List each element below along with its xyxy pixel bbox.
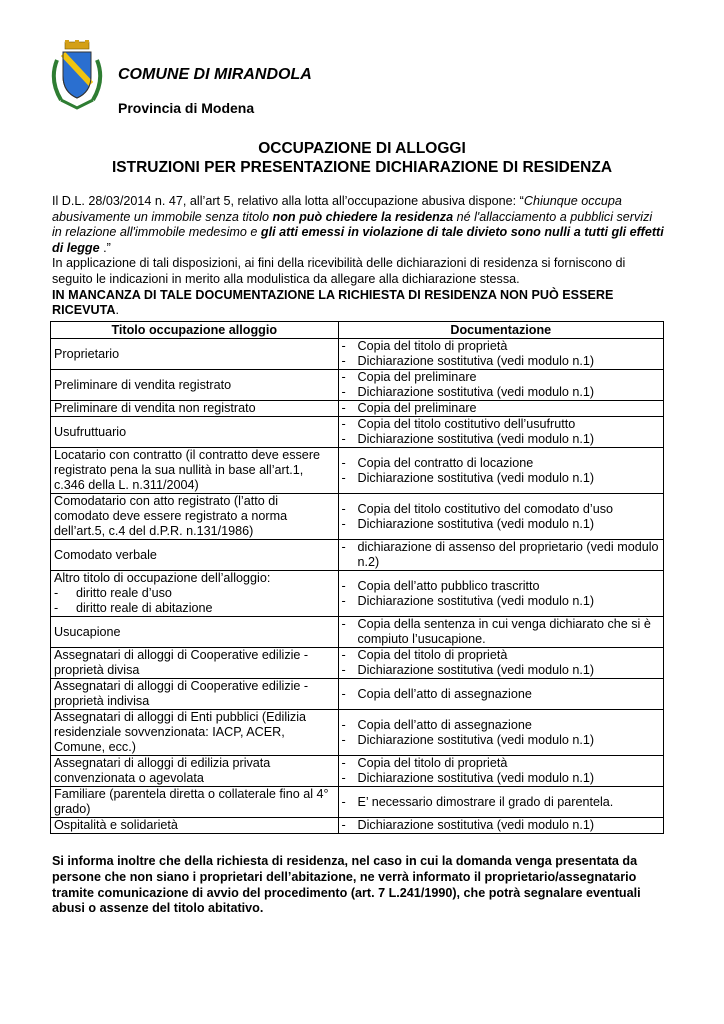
dash-bullet: - bbox=[54, 601, 59, 615]
intro-paragraph-law bbox=[52, 194, 664, 256]
list-item bbox=[342, 687, 660, 702]
document-item: Dichiarazione sostitutiva (vedi modulo n.1) bbox=[357, 432, 595, 446]
document-item: Dichiarazione sostitutiva (vedi modulo n.1) bbox=[357, 663, 595, 677]
documentation-cell bbox=[338, 370, 663, 401]
list-item bbox=[342, 354, 660, 369]
intro-paragraph-instructions: In applicazione di tali disposizioni, ai fini della ricevibilità delle dichiarazioni di residenza si forniscono di seguito le indicazioni in merito alla modulistica da allegare alla dichiarazione stessa. bbox=[52, 256, 626, 286]
table-row bbox=[51, 648, 664, 679]
occupation-title: Proprietario bbox=[54, 346, 120, 361]
documentation-cell bbox=[338, 617, 663, 648]
documentation-list bbox=[342, 456, 660, 486]
documentation-list bbox=[342, 417, 660, 447]
document-item: Dichiarazione sostitutiva (vedi modulo n.1) bbox=[357, 818, 595, 832]
dash-bullet: - bbox=[341, 354, 346, 368]
documentation-list bbox=[342, 370, 660, 400]
list-item bbox=[342, 456, 660, 471]
document-item: Copia dell’atto di assegnazione bbox=[357, 686, 532, 701]
document-item: Copia del titolo costitutivo del comodato d’uso bbox=[357, 501, 614, 516]
table-row bbox=[51, 417, 664, 448]
document-item: Copia dell’atto pubblico trascritto bbox=[357, 578, 540, 593]
province-name: Provincia di Modena bbox=[118, 100, 255, 116]
occupation-title: Preliminare di vendita registrato bbox=[54, 377, 232, 392]
list-item bbox=[342, 617, 660, 647]
document-item: Dichiarazione sostitutiva (vedi modulo n.1) bbox=[357, 516, 595, 531]
occupation-title: Comodatario con atto registrato (l’atto di comodato deve essere registrato a norma dell’art.5, c.4 del d.P.R. n.131/1986) bbox=[54, 494, 288, 538]
warning-text: IN MANCANZA DI TALE DOCUMENTAZIONE LA RICHIESTA DI RESIDENZA NON PUÒ ESSERE RICEVUTA bbox=[52, 287, 614, 318]
list-item bbox=[342, 756, 660, 771]
document-item: Copia del titolo di proprietà bbox=[357, 648, 508, 662]
document-item: Copia del titolo di proprietà bbox=[357, 756, 508, 770]
dash-bullet: - bbox=[341, 417, 346, 431]
documentation-list bbox=[342, 795, 660, 810]
occupation-title: Altro titolo di occupazione dell’alloggio: bbox=[54, 571, 271, 585]
list-item bbox=[342, 795, 660, 810]
occupation-title: Usucapione bbox=[54, 624, 121, 639]
occupation-title: Preliminare di vendita non registrato bbox=[54, 401, 256, 415]
list-item bbox=[342, 818, 660, 833]
document-subtitle: ISTRUZIONI PER PRESENTAZIONE DICHIARAZIONE DI RESIDENZA bbox=[111, 159, 613, 176]
list-item bbox=[342, 417, 660, 432]
law-quote-emphasis: non può chiedere la residenza bbox=[272, 209, 454, 224]
column-header-title: Titolo occupazione alloggio bbox=[51, 322, 339, 339]
occupation-title-cell bbox=[51, 679, 339, 710]
occupation-title: Familiare (parentela diretta o collaterale fino al 4° grado) bbox=[54, 787, 329, 816]
intro-paragraph-warning bbox=[52, 288, 664, 319]
document-item: Copia del titolo costitutivo dell’usufrutto bbox=[357, 417, 576, 431]
table-row bbox=[51, 370, 664, 401]
dash-bullet: - bbox=[341, 818, 346, 832]
table-row bbox=[51, 571, 664, 617]
occupation-title-cell bbox=[51, 448, 339, 494]
documentation-list bbox=[342, 401, 660, 416]
table-row bbox=[51, 540, 664, 571]
law-quote-part: Chiunque occupa abusivamente un immobile senza titolo bbox=[52, 194, 622, 224]
occupation-title: Assegnatari di alloggi di Enti pubblici (Edilizia residenziale sovvenzionata: IACP, ACER, Comune, ecc.) bbox=[54, 710, 307, 754]
occupation-title: Locatario con contratto (il contratto deve essere registrato pena la sua nullità in base all’art.1, c.346 della L. n.311/2004) bbox=[54, 448, 321, 492]
dash-bullet: - bbox=[341, 385, 346, 399]
list-item bbox=[54, 586, 335, 601]
occupation-title: Usufruttuario bbox=[54, 424, 127, 439]
occupation-title-cell bbox=[51, 617, 339, 648]
document-item: Dichiarazione sostitutiva (vedi modulo n.1) bbox=[357, 732, 595, 747]
documentation-list bbox=[342, 617, 660, 647]
list-item bbox=[342, 432, 660, 447]
dash-bullet: - bbox=[341, 455, 346, 470]
documentation-cell bbox=[338, 494, 663, 540]
dash-bullet: - bbox=[341, 732, 346, 747]
documentation-list bbox=[342, 339, 660, 369]
list-item bbox=[342, 540, 660, 570]
occupation-title-cell bbox=[51, 494, 339, 540]
documentation-list bbox=[342, 756, 660, 786]
warning-end: . bbox=[115, 303, 119, 318]
documentation-cell bbox=[338, 417, 663, 448]
dash-bullet: - bbox=[341, 540, 346, 554]
document-item: Dichiarazione sostitutiva (vedi modulo n.1) bbox=[357, 771, 595, 785]
table-row bbox=[51, 494, 664, 540]
dash-bullet: - bbox=[341, 470, 346, 485]
table-row bbox=[51, 617, 664, 648]
coat-of-arms-icon bbox=[47, 40, 107, 112]
occupation-title-cell bbox=[51, 787, 339, 818]
list-item bbox=[54, 601, 335, 616]
law-quote-emphasis: gli atti emessi in violazione di tale divieto sono nulli a tutti gli effetti di legge bbox=[52, 225, 664, 255]
occupation-title-cell bbox=[51, 571, 339, 617]
list-item bbox=[342, 594, 660, 609]
table-row bbox=[51, 679, 664, 710]
documentation-cell bbox=[338, 339, 663, 370]
dash-bullet: - bbox=[341, 663, 346, 677]
law-quote-part: né l'allacciamento a pubblici servizi in relazione all'immobile medesimo e bbox=[52, 209, 653, 240]
documentation-cell bbox=[338, 710, 663, 756]
documentation-cell bbox=[338, 401, 663, 417]
dash-bullet: - bbox=[341, 578, 346, 593]
occupation-title: Assegnatari di alloggi di edilizia privata convenzionata o agevolata bbox=[54, 756, 271, 785]
documentation-list bbox=[342, 718, 660, 748]
column-header-docs: Documentazione bbox=[338, 322, 663, 339]
occupation-title-cell bbox=[51, 417, 339, 448]
table-header-row bbox=[51, 322, 664, 339]
document-item: Dichiarazione sostitutiva (vedi modulo n.1) bbox=[357, 385, 595, 399]
occupation-title-cell bbox=[51, 818, 339, 834]
documentation-cell bbox=[338, 679, 663, 710]
table-body bbox=[51, 339, 664, 834]
subitem-text: diritto reale d’uso bbox=[76, 586, 172, 600]
documentation-cell bbox=[338, 756, 663, 787]
documentation-cell bbox=[338, 540, 663, 571]
dash-bullet: - bbox=[341, 401, 346, 415]
footer-notice: Si informa inoltre che della richiesta di residenza, nel caso in cui la domanda venga presentata da persone che non siano i proprietari dell’abitazione, ne verrà informato il proprietario/assegnatario tramite comunicazione di avvio del procedimento (art. 7 L.241/1990), che potrà segnalare eventuali abusi o assenze del titolo abitativo. bbox=[52, 854, 641, 916]
document-item: Dichiarazione sostitutiva (vedi modulo n.1) bbox=[357, 470, 595, 485]
dash-bullet: - bbox=[341, 370, 346, 384]
document-item: Copia dell’atto di assegnazione bbox=[357, 717, 532, 732]
documentation-cell bbox=[338, 448, 663, 494]
dash-bullet: - bbox=[341, 648, 346, 662]
documentation-list bbox=[342, 648, 660, 678]
occupation-title: Assegnatari di alloggi di Cooperative edilizie - proprietà divisa bbox=[54, 648, 309, 677]
table-row bbox=[51, 448, 664, 494]
list-item bbox=[342, 517, 660, 532]
list-item bbox=[342, 663, 660, 678]
document-item: Dichiarazione sostitutiva (vedi modulo n.1) bbox=[357, 354, 595, 368]
table-row bbox=[51, 787, 664, 818]
document-item: Copia della sentenza in cui venga dichiarato che si è compiuto l’usucapione. bbox=[357, 617, 651, 646]
list-item bbox=[342, 401, 660, 416]
list-item bbox=[342, 471, 660, 486]
list-item bbox=[342, 718, 660, 733]
occupation-title-cell bbox=[51, 756, 339, 787]
dash-bullet: - bbox=[341, 686, 346, 701]
documentation-cell bbox=[338, 787, 663, 818]
dash-bullet: - bbox=[341, 717, 346, 732]
documentation-list bbox=[342, 579, 660, 609]
list-item bbox=[342, 733, 660, 748]
dash-bullet: - bbox=[341, 516, 346, 531]
dash-bullet: - bbox=[341, 501, 346, 516]
list-item bbox=[342, 502, 660, 517]
list-item bbox=[342, 370, 660, 385]
table-row bbox=[51, 756, 664, 787]
dash-bullet: - bbox=[341, 593, 346, 608]
documentation-list bbox=[342, 818, 660, 833]
table-row bbox=[51, 401, 664, 417]
occupation-title-cell bbox=[51, 710, 339, 756]
documentation-list bbox=[342, 687, 660, 702]
occupation-title-cell bbox=[51, 401, 339, 417]
documentation-table bbox=[50, 321, 664, 834]
documentation-cell bbox=[338, 571, 663, 617]
subitem-text: diritto reale di abitazione bbox=[76, 601, 213, 615]
documentation-cell bbox=[338, 648, 663, 679]
list-item bbox=[342, 771, 660, 786]
dash-bullet: - bbox=[341, 617, 346, 631]
dash-bullet: - bbox=[341, 756, 346, 770]
intro-section bbox=[52, 194, 664, 319]
dash-bullet: - bbox=[54, 586, 59, 600]
dash-bullet: - bbox=[341, 432, 346, 446]
document-title: OCCUPAZIONE DI ALLOGGI bbox=[258, 140, 466, 157]
document-item: Copia del preliminare bbox=[357, 401, 477, 415]
occupation-title: Ospitalità e solidarietà bbox=[54, 818, 178, 832]
occupation-subitems bbox=[54, 586, 335, 616]
law-quote-end: .” bbox=[99, 240, 111, 255]
occupation-title: Comodato verbale bbox=[54, 547, 157, 562]
documentation-list bbox=[342, 502, 660, 532]
document-item: Dichiarazione sostitutiva (vedi modulo n.1) bbox=[357, 593, 595, 608]
document-item: dichiarazione di assenso del proprietario (vedi modulo n.2) bbox=[357, 540, 659, 569]
occupation-title-cell bbox=[51, 648, 339, 679]
documentation-list bbox=[342, 540, 660, 570]
document-item: Copia del preliminare bbox=[357, 370, 477, 384]
document-item: E’ necessario dimostrare il grado di parentela. bbox=[357, 794, 614, 809]
occupation-title: Assegnatari di alloggi di Cooperative edilizie - proprietà indivisa bbox=[54, 679, 309, 708]
occupation-title-cell bbox=[51, 540, 339, 571]
table-row bbox=[51, 818, 664, 834]
municipality-name: COMUNE DI MIRANDOLA bbox=[118, 66, 312, 83]
table-row bbox=[51, 339, 664, 370]
occupation-title-cell bbox=[51, 370, 339, 401]
list-item bbox=[342, 385, 660, 400]
list-item bbox=[342, 339, 660, 354]
table-row bbox=[51, 710, 664, 756]
list-item bbox=[342, 579, 660, 594]
law-reference: Il D.L. 28/03/2014 n. 47, all’art 5, relativo alla lotta all’occupazione abusiva dispone: “ bbox=[52, 194, 524, 208]
dash-bullet: - bbox=[341, 794, 346, 809]
documentation-cell bbox=[338, 818, 663, 834]
dash-bullet: - bbox=[341, 339, 346, 353]
document-item: Copia del contratto di locazione bbox=[357, 455, 534, 470]
list-item bbox=[342, 648, 660, 663]
occupation-title-cell bbox=[51, 339, 339, 370]
document-item: Copia del titolo di proprietà bbox=[357, 339, 508, 353]
dash-bullet: - bbox=[341, 771, 346, 785]
